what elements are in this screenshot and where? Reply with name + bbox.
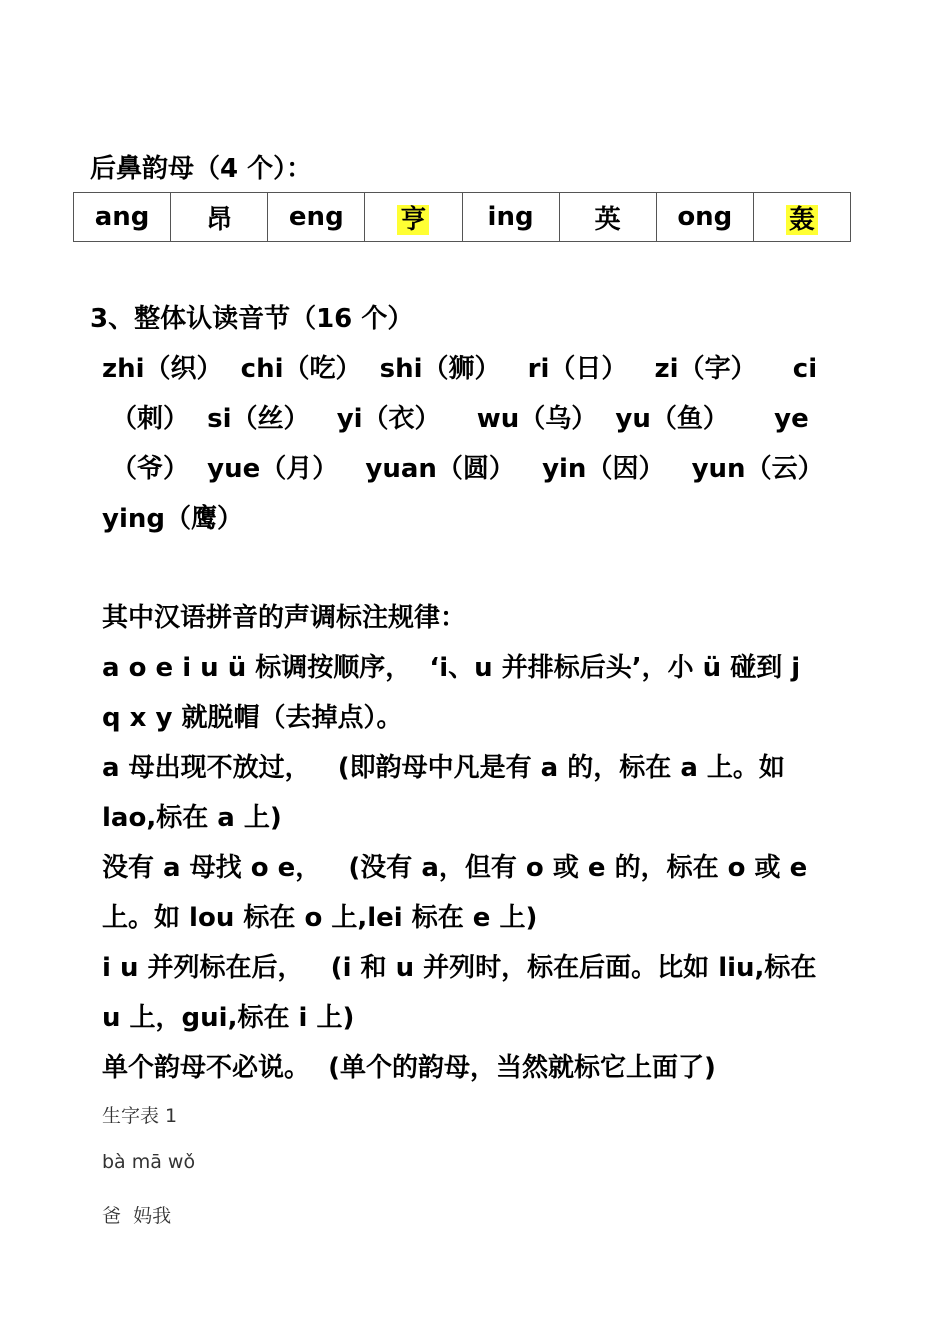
cell-text: 英 <box>594 204 621 235</box>
rules-line: a o e i u ü 标调按顺序， ‘i、u 并排标后头’，小 ü 碰到 j <box>102 653 801 683</box>
table-cell <box>171 193 268 242</box>
table-cell <box>268 193 365 242</box>
cell-text: ang <box>94 202 150 232</box>
vocab-title: 生字表 1 <box>102 1105 178 1127</box>
table-cell <box>656 193 753 242</box>
rules-line: 没有 a 母找 o e， (没有 a，但有 o 或 e 的，标在 o 或 e <box>102 853 808 883</box>
section-heading-whole-syllables: 3、整体认读音节（16 个） <box>90 304 414 334</box>
table-cell <box>365 193 462 242</box>
table-row <box>74 193 851 242</box>
cell-text-highlighted: 亨 <box>397 205 429 235</box>
rules-line: 单个韵母不必说。 (单个的韵母，当然就标它上面了) <box>102 1053 716 1083</box>
rules-title: 其中汉语拼音的声调标注规律： <box>102 603 467 633</box>
table-cell <box>559 193 656 242</box>
syllables-line: zhi（织） chi（吃） shi（狮） ri（日） zi（字） ci <box>102 354 818 384</box>
table-cell <box>74 193 171 242</box>
rules-line: u 上，gui,标在 i 上) <box>102 1003 355 1033</box>
vocab-pinyin: bà mā wǒ <box>102 1151 196 1173</box>
table-cell <box>753 193 850 242</box>
rules-line: lao,标在 a 上) <box>102 803 282 833</box>
syllables-line: ying（鹰） <box>102 504 243 534</box>
rules-line: a 母出现不放过， (即韵母中凡是有 a 的，标在 a 上。如 <box>102 753 785 783</box>
rules-line: 上。如 lou 标在 o 上,lei 标在 e 上) <box>102 903 538 933</box>
rules-line: q x y 就脱帽（去掉点）。 <box>102 703 403 733</box>
cell-text: 昂 <box>206 204 233 235</box>
cell-text: eng <box>288 202 344 232</box>
tone-marking-rules <box>102 593 862 1093</box>
cell-text: ing <box>487 202 534 232</box>
section-heading-back-nasal-finals: 后鼻韵母（4 个）： <box>90 154 313 184</box>
whole-syllables-list <box>102 344 822 544</box>
cell-text: ong <box>677 202 733 232</box>
syllables-line: （爷） yue（月） yuan（圆） yin（因） yun（云） <box>102 454 824 484</box>
vocab-characters: 爸 妈我 <box>102 1205 172 1227</box>
back-nasal-finals-table <box>73 192 851 242</box>
syllables-line: （刺） si（丝） yi（衣） wu（乌） yu（鱼） ye <box>102 404 809 434</box>
rules-line: i u 并列标在后， (i 和 u 并列时，标在后面。比如 liu,标在 <box>102 953 817 983</box>
cell-text-highlighted: 轰 <box>786 205 818 235</box>
table-cell <box>462 193 559 242</box>
